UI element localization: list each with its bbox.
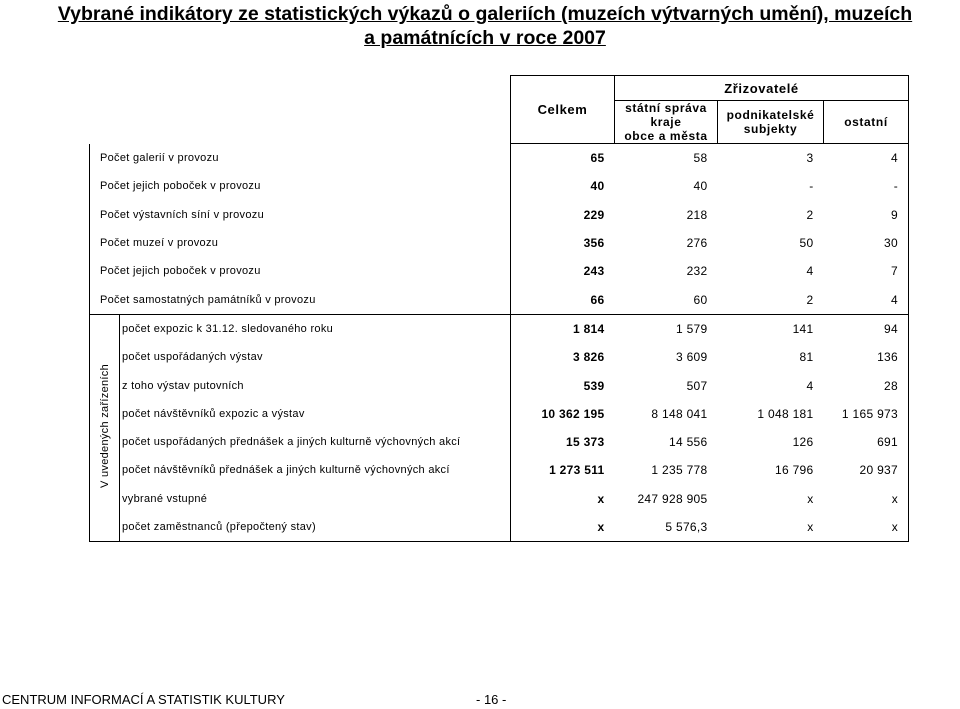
row-label: Počet galerií v provozu: [90, 144, 511, 173]
cell-podnik: x: [718, 513, 824, 542]
cell-podnik: 81: [799, 350, 814, 365]
row-label: z toho výstav putovních: [122, 379, 244, 392]
table-row: [90, 285, 909, 314]
cell-ostatni: 4: [824, 144, 909, 173]
cell-celkem: 15 373: [511, 428, 615, 456]
cell-statni: 14 556: [668, 435, 708, 450]
cell-celkem: 1 814: [511, 314, 615, 343]
cell-ostatni: 7: [824, 257, 909, 285]
group-label: V uvedených zařízeních: [98, 364, 111, 489]
cell-statni: 8 148 041: [651, 406, 708, 421]
row-label: počet návštěvníků přednášek a jiných kulturně výchovných akcí: [122, 464, 450, 477]
header-row-2: [90, 101, 909, 144]
row-label: počet uspořádaných výstav: [122, 351, 263, 364]
table-row: [90, 257, 909, 285]
cell-ostatni: 1 165 973: [824, 400, 909, 428]
cell-celkem: x: [511, 485, 615, 513]
cell-celkem: 356: [511, 229, 615, 257]
cell-podnik: 1 048 181: [757, 406, 814, 421]
cell-statni: 60: [615, 285, 718, 314]
cell-statni: 507: [686, 378, 708, 393]
cell-podnik: 2: [806, 207, 814, 222]
row-label: počet uspořádaných přednášek a jiných kulturně výchovných akcí: [122, 436, 461, 449]
title-line-2: a památnících v roce 2007: [364, 27, 606, 49]
header-row-1: [90, 76, 909, 101]
header-podnik-line-1: podnikatelské: [726, 108, 815, 122]
header-podnik-line-2: subjekty: [743, 122, 798, 136]
table-row: [90, 343, 909, 371]
cell-statni: 247 928 905: [637, 491, 708, 506]
cell-celkem: 10 362 195: [511, 400, 615, 428]
cell-statni: 1 235 778: [651, 463, 708, 478]
table-row: [90, 428, 909, 456]
cell-celkem: 539: [511, 371, 615, 399]
cell-celkem: x: [511, 513, 615, 542]
cell-podnik: x: [807, 491, 814, 506]
cell-statni: 276: [686, 236, 708, 251]
cell-celkem: 243: [511, 257, 615, 285]
indicators-table: [89, 75, 909, 542]
group-label-cell: [90, 314, 120, 541]
header-podnikatelske-subjekty: [718, 101, 824, 144]
cell-podnik: 141: [792, 321, 814, 336]
cell-ostatni: 28: [824, 371, 909, 399]
cell-ostatni: 9: [824, 201, 909, 229]
table-row: [90, 229, 909, 257]
table-row: [90, 485, 909, 513]
row-label: počet expozic k 31.12. sledovaného roku: [122, 322, 334, 335]
row-label: Počet samostatných památníků v provozu: [90, 285, 511, 314]
cell-celkem: 3 826: [511, 343, 615, 371]
row-label: Počet jejich poboček v provozu: [90, 257, 511, 285]
cell-ostatni: 4: [824, 285, 909, 314]
row-label: Počet jejich poboček v provozu: [90, 172, 511, 200]
cell-podnik: 2: [718, 285, 824, 314]
cell-podnik: 4: [806, 264, 814, 279]
row-label: počet návštěvníků expozic a výstav: [122, 407, 305, 420]
cell-statni: 5 576,3: [615, 513, 718, 542]
cell-statni: 232: [686, 264, 708, 279]
page-title: [20, 2, 950, 50]
cell-ostatni: -: [824, 172, 909, 200]
row-label: Počet muzeí v provozu: [90, 229, 511, 257]
cell-podnik: 3: [806, 151, 814, 166]
cell-celkem: 229: [511, 201, 615, 229]
cell-ostatni: 20 937: [824, 456, 909, 484]
cell-celkem: 65: [511, 144, 615, 173]
header-statni-line-3: obce a města: [624, 129, 708, 143]
cell-statni: 58: [693, 151, 708, 166]
cell-ostatni: x: [824, 485, 909, 513]
cell-statni: 218: [686, 207, 708, 222]
cell-podnik: 4: [806, 378, 814, 393]
cell-celkem: 40: [511, 172, 615, 200]
cell-podnik: 16 796: [774, 463, 814, 478]
cell-podnik: -: [809, 179, 814, 194]
cell-ostatni: 691: [824, 428, 909, 456]
table-row: [90, 371, 909, 399]
cell-ostatni: 136: [824, 343, 909, 371]
header-zrizovatele: Zřizovatelé: [615, 76, 909, 101]
cell-ostatni: 30: [824, 229, 909, 257]
header-celkem: Celkem: [511, 76, 615, 144]
header-statni-line-2: kraje: [650, 115, 682, 129]
cell-statni: 1 579: [675, 321, 708, 336]
header-statni-sprava: [615, 101, 718, 144]
header-ostatni: ostatní: [824, 101, 909, 144]
footer-page-number: - 16 -: [476, 692, 507, 707]
table-row: [90, 456, 909, 484]
table-row: [90, 144, 909, 173]
table-row: [90, 400, 909, 428]
cell-statni: 3 609: [675, 350, 708, 365]
footer-organization: CENTRUM INFORMACÍ A STATISTIK KULTURY: [2, 692, 285, 707]
row-label: vybrané vstupné: [122, 492, 208, 505]
cell-celkem: 1 273 511: [511, 456, 615, 484]
row-label: Počet výstavních síní v provozu: [90, 201, 511, 229]
table-row: [90, 513, 909, 542]
table-row: [90, 201, 909, 229]
cell-celkem: 66: [511, 285, 615, 314]
cell-ostatni: x: [824, 513, 909, 542]
header-statni-line-1: státní správa: [625, 101, 707, 115]
row-label: počet zaměstnanců (přepočtený stav): [120, 513, 511, 542]
table-row: [90, 172, 909, 200]
cell-podnik: 50: [799, 236, 814, 251]
cell-podnik: 126: [792, 435, 814, 450]
table-row: [90, 314, 909, 343]
title-line-1: Vybrané indikátory ze statistických výkazů o galeriích (muzeích výtvarných umění), muzeích: [57, 3, 913, 25]
cell-ostatni: 94: [824, 314, 909, 343]
cell-statni: 40: [693, 179, 708, 194]
